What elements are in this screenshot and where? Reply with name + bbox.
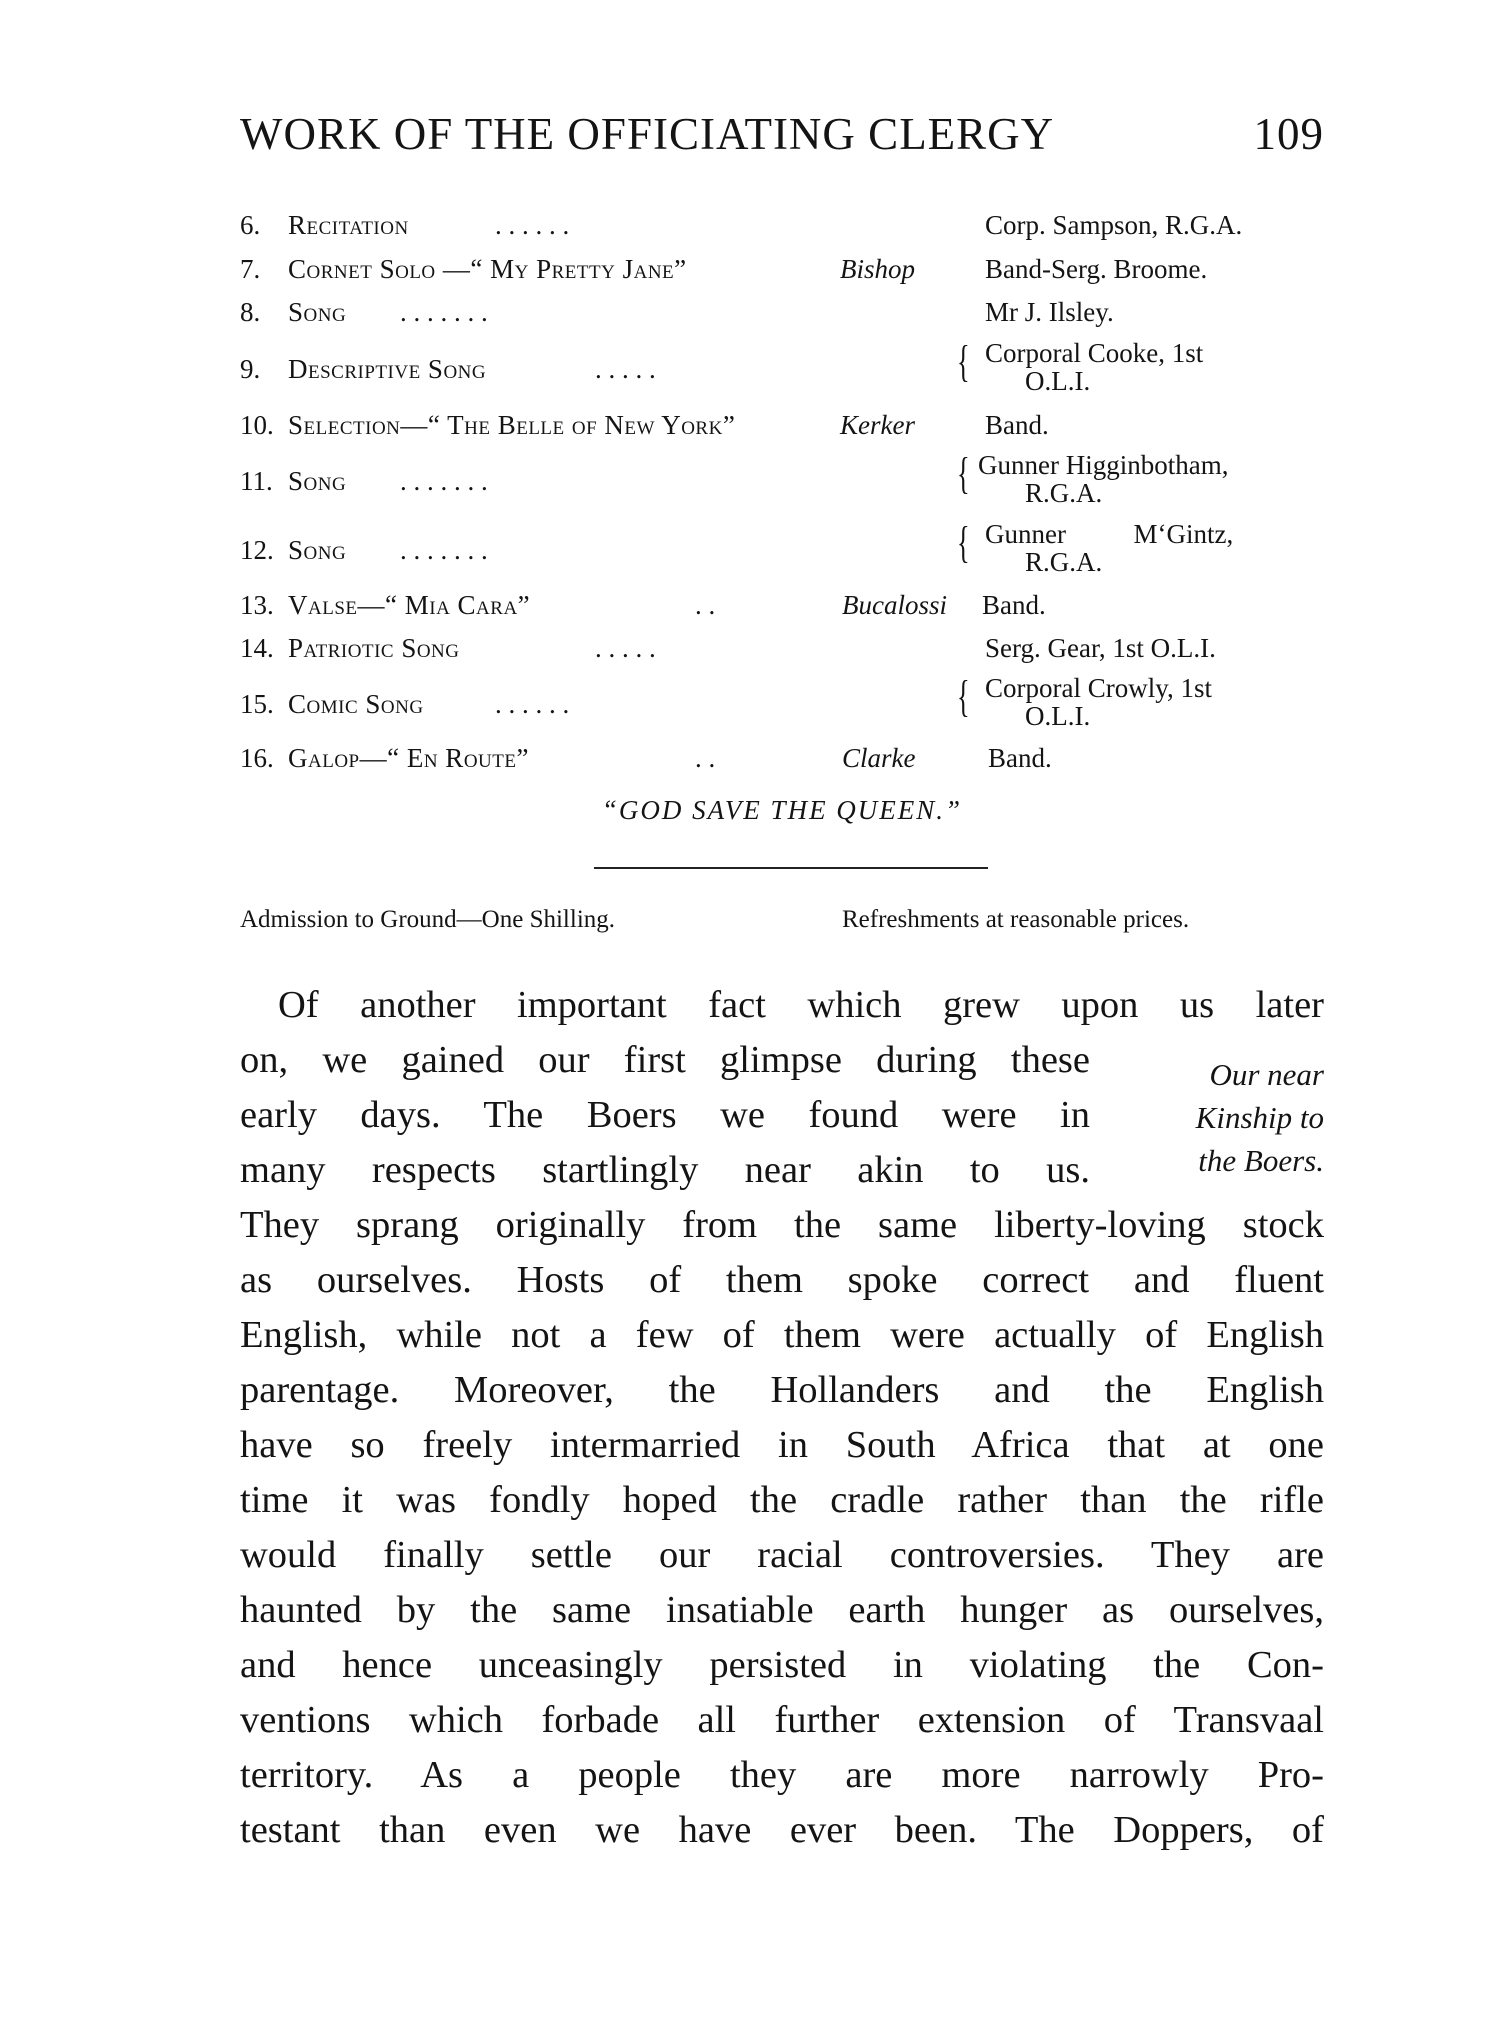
item-performer: Band. [985,410,1049,440]
leader-dots: . . . . . [595,354,656,384]
programme-item [240,519,1324,579]
item-title: Song [288,535,347,565]
body-line: time it was fondly hoped the cradle rather than the rifle [240,1479,1324,1521]
item-number: 8. [240,297,261,327]
brace: { [957,449,970,498]
margin-note-line: the Boers. [1198,1143,1324,1178]
item-title: Patriotic Song [288,633,460,663]
leader-dots: . . . . . . [495,689,570,719]
body-line: ventions which forbade all further extension of Transvaal [240,1699,1324,1741]
item-number: 7. [240,254,261,284]
item-number: 9. [240,354,261,384]
margin-note-line: Our near [1209,1057,1324,1092]
item-performer: Corp. Sampson, R.G.A. [985,210,1243,240]
item-performer: Serg. Gear, 1st O.L.I. [985,633,1216,663]
leader-dots: . . [695,743,716,773]
running-title: WORK OF THE OFFICIATING CLERGY [240,109,1055,159]
body-line: early days. The Boers we found were in [240,1094,1090,1136]
item-number: 14. [240,633,274,663]
item-composer: Kerker [840,410,915,440]
programme-item [240,450,1324,510]
leader-dots: . . . . . . . [400,297,488,327]
item-performer: Corporal Cooke, 1st [985,338,1204,368]
item-number: 12. [240,535,274,565]
item-number: 10. [240,410,274,440]
brace: { [957,672,970,721]
item-number: 13. [240,590,274,620]
item-performer-cont: R.G.A. [1025,478,1103,508]
item-performer: Corporal Crowly, 1st [985,673,1212,703]
body-line: They sprang originally from the same liberty-loving stock [240,1204,1324,1246]
item-number: 15. [240,689,274,719]
item-title: Valse—“ Mia Cara” [288,590,531,620]
body-line: would finally settle our racial controversies. They are [240,1534,1324,1576]
item-performer: Gunner Higginbotham, [978,450,1229,480]
body-line: as ourselves. Hosts of them spoke correct and fluent [240,1259,1324,1301]
item-performer-cont: O.L.I. [1025,366,1091,396]
item-performer: Band. [988,743,1052,773]
body-line: have so freely intermarried in South Africa that at one [240,1424,1324,1466]
item-performer: Gunner M‘Gintz, [985,519,1234,549]
body-line: on, we gained our first glimpse during these [240,1039,1090,1081]
programme-item [240,673,1324,733]
anthem-line: “GOD SAVE THE QUEEN.” [601,795,963,825]
item-performer-cont: R.G.A. [1025,547,1103,577]
body-line: and hence unceasingly persisted in violating the Con- [240,1644,1324,1686]
item-performer: Band. [982,590,1046,620]
item-title: Recitation [288,210,409,240]
item-composer: Clarke [842,743,916,773]
divider-rule [594,867,988,869]
body-line: many respects startlingly near akin to us. [240,1149,1090,1191]
page-number: 109 [1253,109,1324,159]
brace: { [957,337,970,386]
programme-item [240,338,1324,398]
brace: { [957,518,970,567]
item-number: 11. [240,466,273,496]
item-number: 6. [240,210,261,240]
item-title: Song [288,297,347,327]
body-line: haunted by the same insatiable earth hunger as ourselves, [240,1589,1324,1631]
leader-dots: . . . . . . . [400,535,488,565]
item-performer: Band-Serg. Broome. [985,254,1208,284]
body-line: territory. As a people they are more narrowly Pro- [240,1754,1324,1796]
body-line: Of another important fact which grew upon us later [278,984,1324,1026]
leader-dots: . . [695,590,716,620]
item-performer: Mr J. Ilsley. [985,297,1114,327]
item-number: 16. [240,743,274,773]
item-title: Galop—“ En Route” [288,743,529,773]
body-line: testant than even we have ever been. The Doppers, of [240,1809,1324,1851]
leader-dots: . . . . . . . [400,466,488,496]
item-title: Descriptive Song [288,354,487,384]
body-line: parentage. Moreover, the Hollanders and the English [240,1369,1324,1411]
item-title: Selection—“ The Belle of New York” [288,410,736,440]
body-line: English, while not a few of them were actually of English [240,1314,1324,1356]
item-title: Comic Song [288,689,424,719]
margin-note-line: Kinship to [1195,1100,1324,1135]
leader-dots: . . . . . [595,633,656,663]
running-head [240,108,1324,168]
item-title: Song [288,466,347,496]
item-composer: Bishop [840,254,916,284]
item-title: Cornet Solo —“ My Pretty Jane” [288,254,687,284]
refreshments-note: Refreshments at reasonable prices. [842,906,1190,933]
item-composer: Bucalossi [842,590,947,620]
leader-dots: . . . . . . [495,210,570,240]
admission-note: Admission to Ground—One Shilling. [240,906,616,933]
item-performer-cont: O.L.I. [1025,701,1091,731]
